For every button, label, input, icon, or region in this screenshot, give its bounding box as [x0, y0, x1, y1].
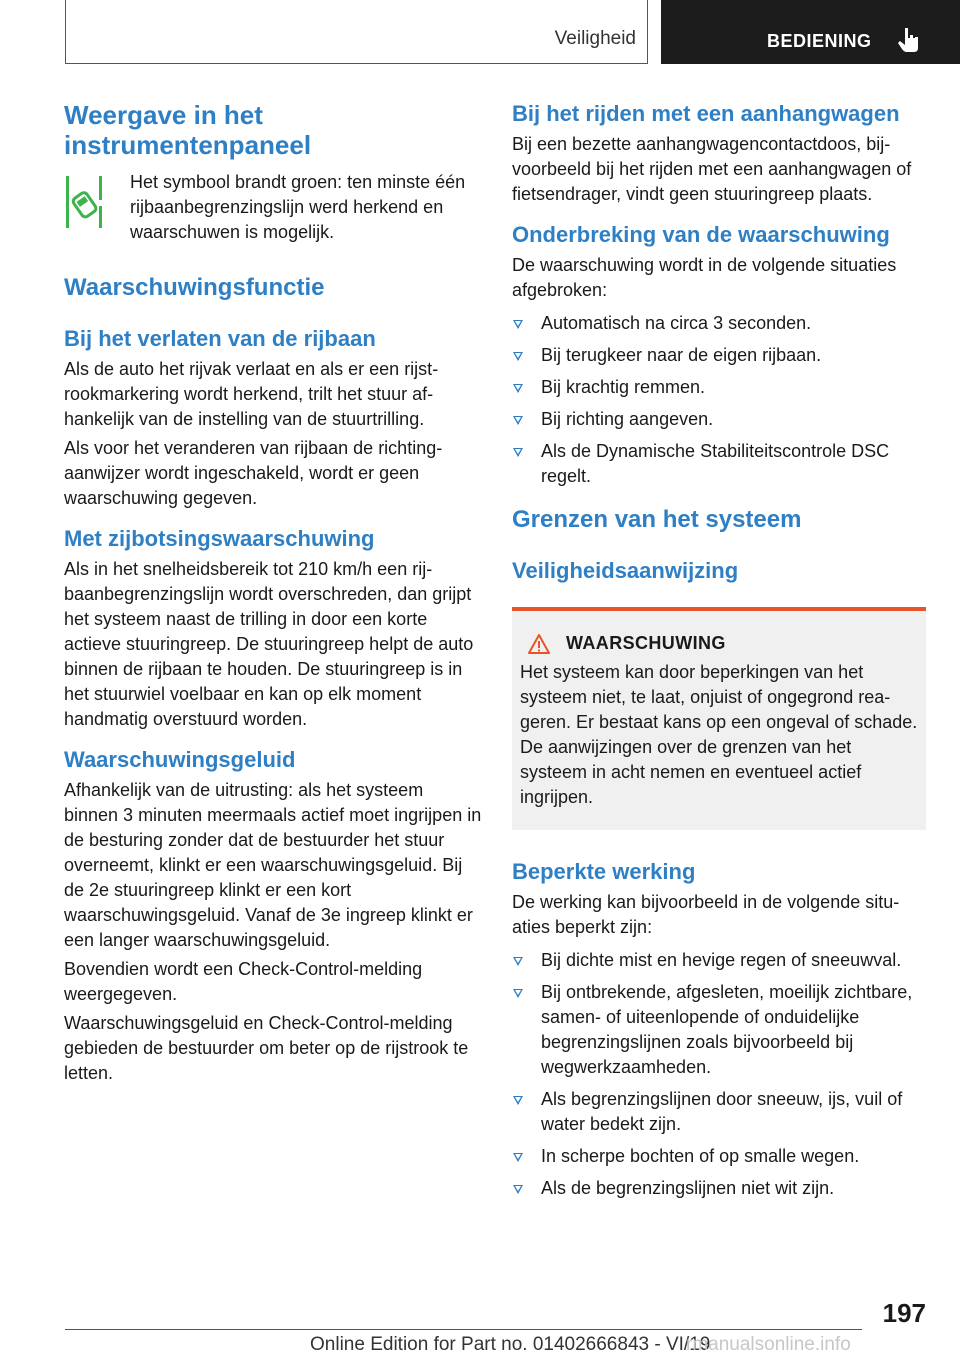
paragraph-sound-2: Bovendien wordt een Check-Control-melding weergegeven.: [64, 959, 423, 1004]
paragraph-leaving-2: Als voor het veranderen van rijbaan de richtingaanwijzer wordt ingeschakeld, wordt er geen waarschuwing gegeven.: [64, 438, 443, 508]
display-icon-row: [64, 170, 482, 245]
heading-limits: Grenzen van het systeem: [512, 506, 802, 533]
warning-text: Het systeem kan door beperkingen van het systeem niet, te laat, onjuist of ongegrond reageren. Er bestaat kans op een ongeval of schade. De aanwijzingen over de grenzen van het systeem in acht nemen en eventueel actief ingrijpen.: [520, 662, 918, 807]
heading-safety-note: Veiligheidsaanwijzing: [512, 558, 739, 583]
paragraph-leaving-1: Als de auto het rijvak verlaat en als er een rijstrookmarkering wordt herkend, trilt het stuur afhankelijk van de instelling van de stuurtrilling.: [64, 359, 439, 429]
list-item: Bij richting aangeven.: [512, 407, 926, 432]
heading-limited-function: Beperkte werking: [512, 859, 696, 884]
paragraph-interruption: De waarschuwing wordt in de volgende situaties afgebroken:: [512, 255, 897, 300]
heading-warning-sound: Waarschuwingsgeluid: [64, 747, 296, 772]
warning-header: [520, 633, 918, 654]
list-item: Bij terugkeer naar de eigen rijbaan.: [512, 343, 926, 368]
list-item: Als begrenzingslijnen door sneeuw, ijs, vuil of water bedekt zijn.: [512, 1087, 926, 1137]
footer-edition: Online Edition for Part no. 01402666843 - VI/19: [310, 1334, 711, 1355]
left-column: [64, 100, 482, 1086]
heading-side-collision: Met zijbotsingswaarschuwing: [64, 526, 375, 551]
right-column: [512, 100, 926, 1208]
list-item: In scherpe bochten of op smalle wegen.: [512, 1144, 926, 1169]
paragraph-limited: De werking kan bijvoorbeeld in de volgende situaties beperkt zijn:: [512, 892, 900, 937]
heading-function: Waarschuwingsfunctie: [64, 274, 325, 301]
warning-box: [512, 607, 926, 830]
warning-title: WAARSCHUWING: [566, 633, 726, 653]
paragraph-sound-1: Afhankelijk van de uitrusting: als het systeem binnen 3 minuten meermaals actief moet ingrijpen in de besturing zonder dat de bestuurder het stuur overneemt, klinkt er een waarschuwingsgeluid. Bij de 2e stuuringreep klinkt er een kort waarschuwingsgeluid. Vanaf de 3e ingreep klinkt er een langer waarschuwingsgeluid.: [64, 780, 482, 950]
paragraph-trailer: Bij een bezette aanhangwagencontactdoos, bijvoorbeeld bij het rijden met een aanhangwagen of fietsendrager, vindt geen stuuringreep plaats.: [512, 134, 912, 204]
list-item: Bij krachtig remmen.: [512, 375, 926, 400]
header-tab-label: BEDIENING: [767, 31, 872, 51]
list-item: Bij dichte mist en hevige regen of sneeuwval.: [512, 948, 926, 973]
footer-watermark: rmanualsonline.info: [686, 1334, 851, 1355]
interruption-list: [512, 311, 926, 489]
display-description: Het symbool brandt groen: ten minste één rijbaanbegrenzingslijn werd herkend en waarschuwen is mogelijk.: [130, 172, 466, 242]
list-item: Als de Dynamische Stabiliteitscontrole DSC regelt.: [512, 439, 926, 489]
list-item: Als de begrenzingslijnen niet wit zijn.: [512, 1176, 926, 1201]
footer-divider: [65, 1329, 862, 1330]
paragraph-side-collision: Als in het snelheidsbereik tot 210 km/h een rijbaanbegrenzingslijn wordt overschreden, dan grijpt het systeem naast de trilling in door een korte actieve stuuringreep. De stuuringreep helpt de auto binnen de rijbaan te houden. De stuuringreep is in het stuurwiel voelbaar en kan op elk moment handmatig overstuurd worden.: [64, 559, 474, 729]
hand-pointer-icon: [893, 24, 925, 56]
paragraph-sound-3: Waarschuwingsgeluid en Check-Control-melding gebieden de bestuurder om beter op de rijstrook te letten.: [64, 1013, 469, 1083]
limited-list: [512, 948, 926, 1201]
heading-leaving-lane: Bij het verlaten van de rijbaan: [64, 326, 376, 351]
list-item: Automatisch na circa 3 seconden.: [512, 311, 926, 336]
heading-display: Weergave in het instrumentenpaneel: [64, 100, 312, 160]
warning-triangle-icon: [528, 634, 550, 654]
lane-departure-icon: [64, 170, 130, 245]
header-section-title: Veiligheid: [554, 28, 636, 49]
heading-interruption: Onderbreking van de waarschuwing: [512, 222, 890, 247]
list-item: Bij ontbrekende, afgesleten, moeilijk zichtbare, samen- of uiteenlopende of onduidelijke begrenzingslijnen zoals bijvoorbeeld bij wegwerkzaamheden.: [512, 980, 926, 1080]
heading-trailer: Bij het rijden met een aanhangwagen: [512, 101, 900, 126]
page-number: 197: [882, 1298, 926, 1328]
header-tab-bediening[interactable]: [661, 0, 960, 64]
